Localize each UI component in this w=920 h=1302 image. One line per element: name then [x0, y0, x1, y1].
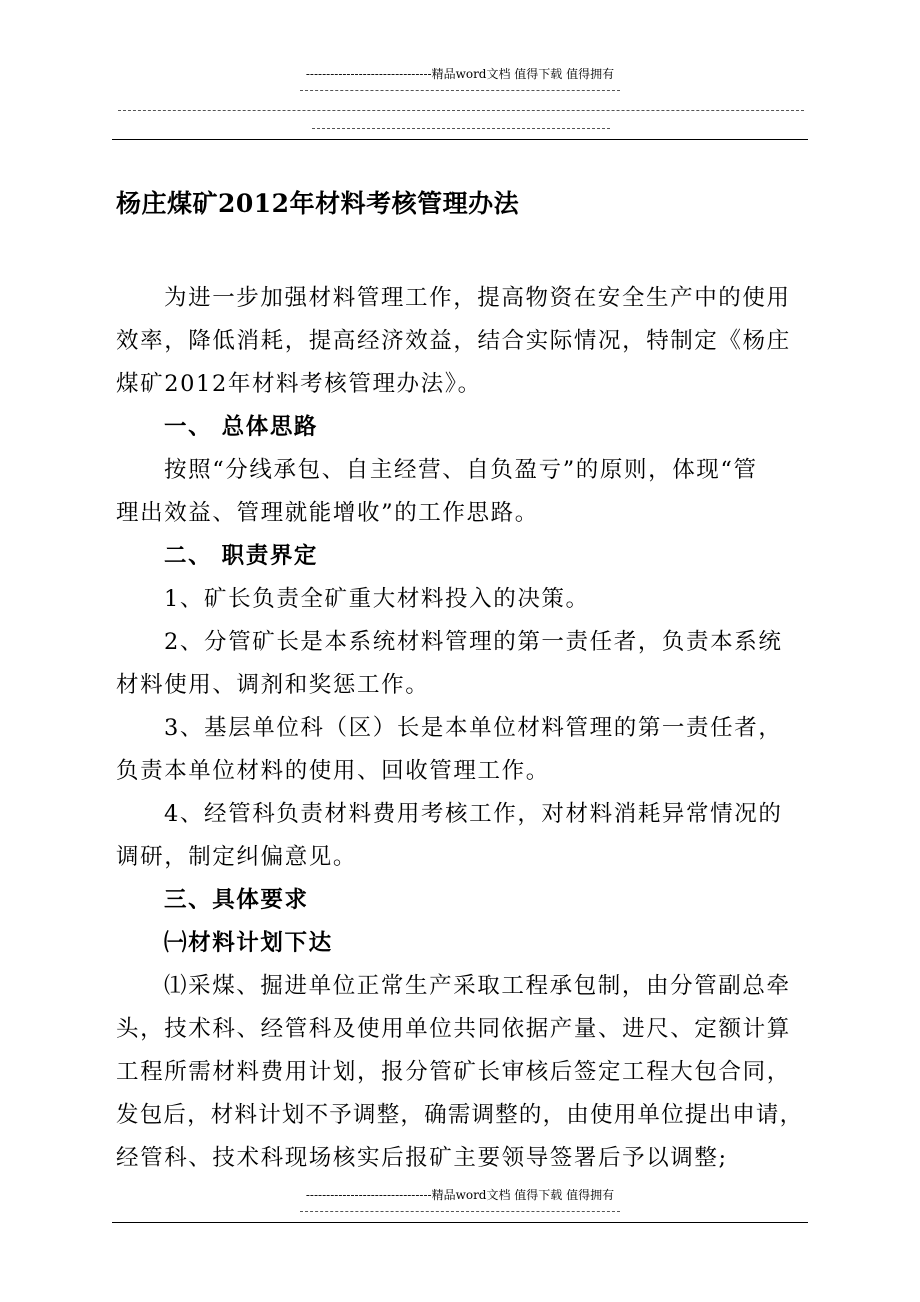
subsection-heading: ㈠材料计划下达 [164, 930, 333, 956]
body-line: 发包后，材料计划不予调整，确需调整的，由使用单位提出申请， [116, 1102, 804, 1128]
body-line: 4、经管科负责材料费用考核工作，对材料消耗异常情况的 [164, 801, 783, 827]
body-line: 效率，降低消耗，提高经济效益，结合实际情况，特制定《杨庄 [116, 328, 791, 354]
section-heading: 三、具体要求 [164, 887, 309, 913]
section-heading: 二、 职责界定 [164, 543, 319, 569]
body-line: ⑴采煤、掘进单位正常生产采取工程承包制，由分管副总牵 [164, 973, 791, 999]
header-rule [112, 139, 808, 140]
footer-dash-line [300, 1211, 620, 1212]
body-line: 理出效益、管理就能增收”的工作思路。 [116, 500, 539, 526]
body-line: 3、基层单位科（区）长是本单位材料管理的第一责任者， [164, 715, 783, 741]
footer-notice-row [0, 1187, 920, 1203]
document-title: 杨庄煤矿2012年材料考核管理办法 [116, 189, 520, 218]
header-dash: ------------------------------- [305, 67, 432, 81]
body-line: 工程所需材料费用计划，报分管矿长审核后签定工程大包合同， [116, 1059, 791, 1085]
body-line: 煤矿2012年材料考核管理办法》。 [116, 371, 482, 397]
body-line: 为进一步加强材料管理工作，提高物资在安全生产中的使用 [164, 285, 791, 311]
header-notice: 精品word文档 值得下载 值得拥有 [431, 67, 615, 81]
body-line: 头，技术科、经管科及使用单位共同依据产量、进尺、定额计算 [116, 1016, 791, 1042]
section-heading: 一、 总体思路 [164, 414, 319, 440]
footer-dash: ------------------------------- [305, 1188, 432, 1202]
body-line: 1、矿长负责全矿重大材料投入的决策。 [164, 586, 590, 612]
header-dash-line-long [118, 110, 804, 111]
footer-notice: 精品word文档 值得下载 值得拥有 [431, 1188, 615, 1202]
header-notice-row [0, 66, 920, 82]
body-line: 负责本单位材料的使用、回收管理工作。 [116, 758, 550, 784]
body-line: 材料使用、调剂和奖惩工作。 [116, 672, 430, 698]
body-line: 调研，制定纠偏意见。 [116, 844, 358, 870]
body-line: 经管科、技术科现场核实后报矿主要领导签署后予以调整; [116, 1145, 728, 1171]
header-dash-line-short [312, 128, 610, 129]
body-line: 按照“分线承包、自主经营、自负盈亏”的原则，体现“管 [164, 457, 758, 483]
footer-rule [112, 1222, 808, 1223]
header-dash-line [300, 90, 620, 91]
body-line: 2、分管矿长是本系统材料管理的第一责任者，负责本系统 [164, 629, 783, 655]
